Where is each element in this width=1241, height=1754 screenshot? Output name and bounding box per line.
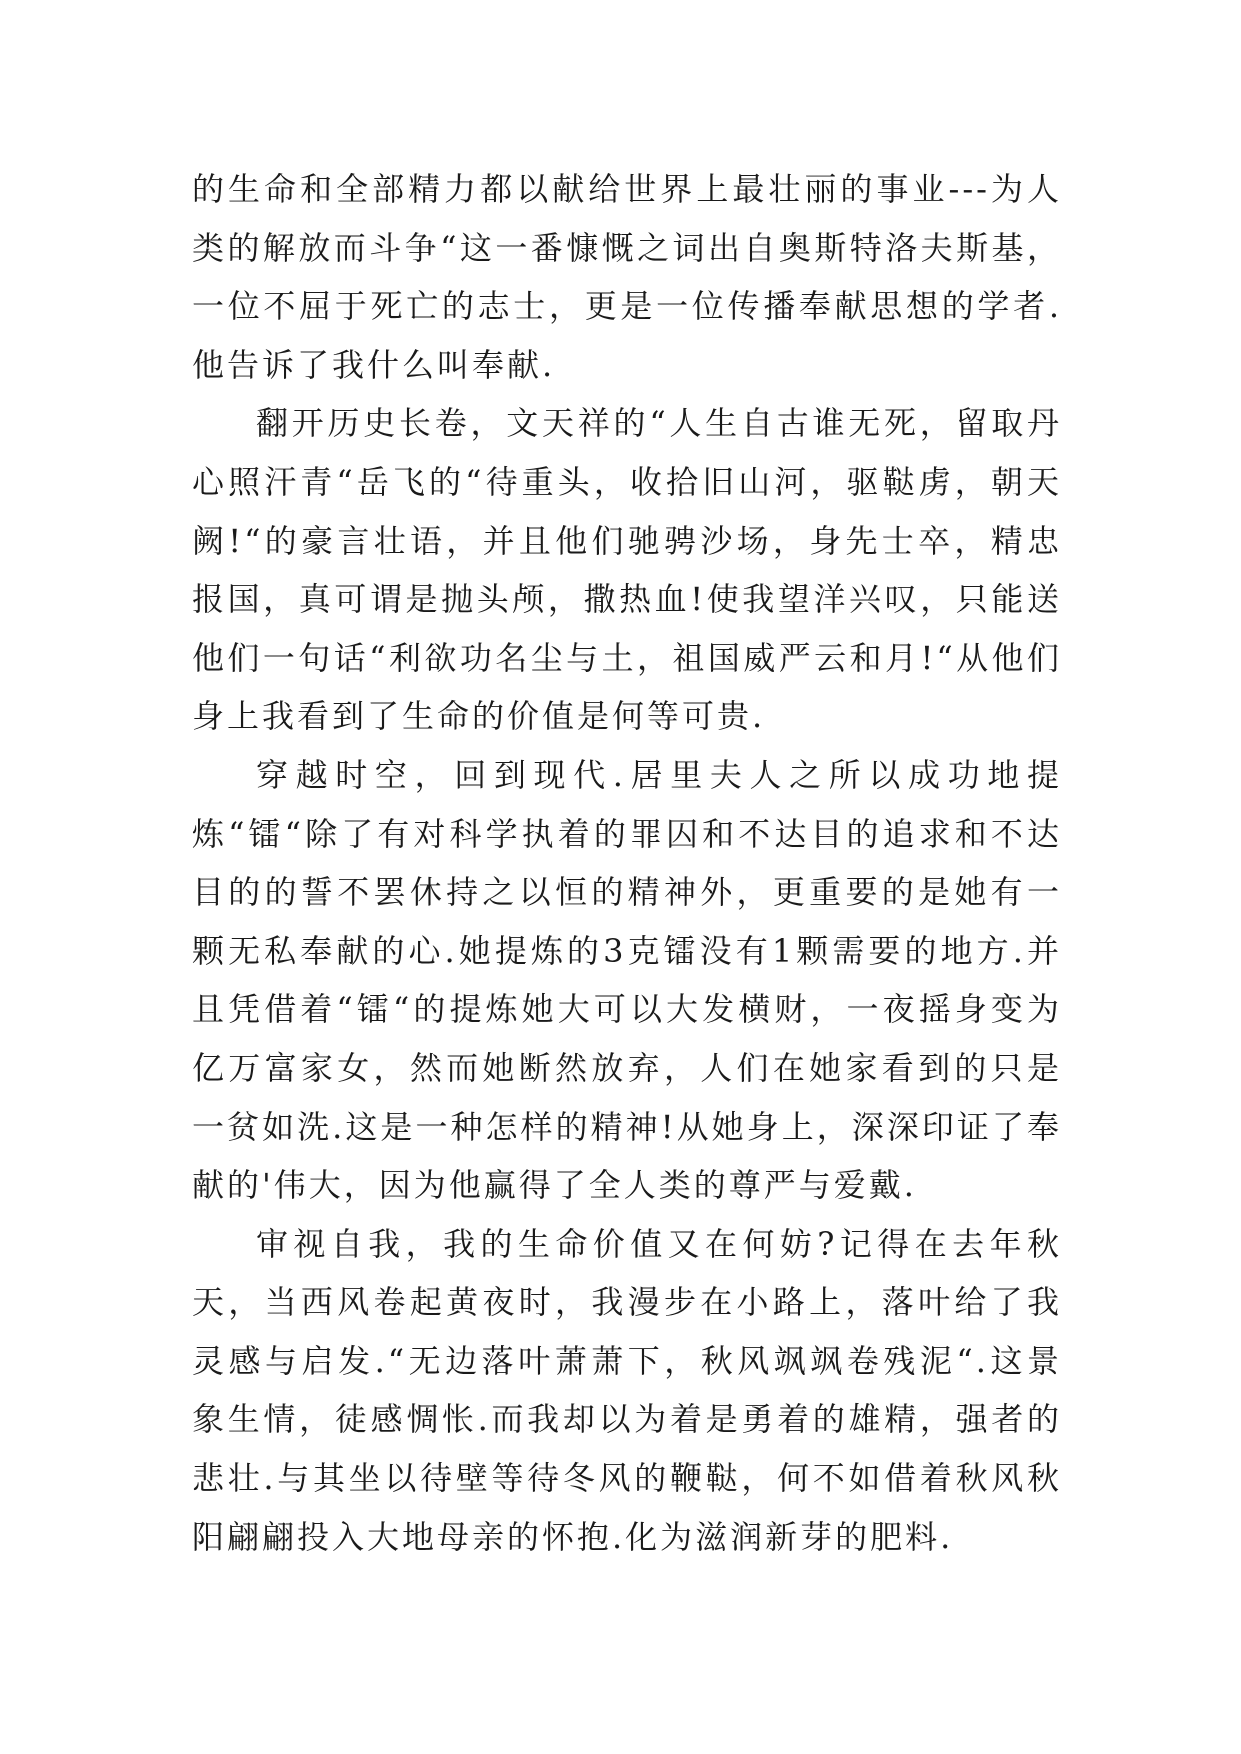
paragraph-continuation: 的生命和全部精力都以献给世界上最壮丽的事业---为人类的解放而斗争“这一番慷慨之词出自奥斯特洛夫斯基，一位不屈于死亡的志士，更是一位传播奉献思想的学者.他告诉了我什么叫奉献. <box>192 170 1062 384</box>
paragraph-curie: 穿越时空，回到现代.居里夫人之所以成功地提炼“镭“除了有对科学执着的罪囚和不达目的追求和不达目的的誓不罢休持之以恒的精神外，更重要的是她有一颗无私奉献的心.她提炼的3克镭没有1颗需要的地方.并且凭借着“镭“的提炼她大可以大发横财，一夜摇身变为亿万富家女，然而她断然放弃，人们在她家看到的只是一贫如洗.这是一种怎样的精神!从她身上，深深印证了奉献的'伟大，因为他赢得了全人类的尊严与爱戴. <box>192 755 1062 1205</box>
paragraph-history: 翻开历史长卷，文天祥的“人生自古谁无死，留取丹心照汗青“岳飞的“待重头，收拾旧山河，驱鞑虏，朝天阙!“的豪言壮语，并且他们驰骋沙场，身先士卒，精忠报国，真可谓是抛头颅，撒热血!使我望洋兴叹，只能送他们一句话“利欲功名尘与土，祖国威严云和月!“从他们身上我看到了生命的价值是何等可贵. <box>192 404 1062 736</box>
document-body <box>192 160 1062 1566</box>
paragraph-self-reflection: 审视自我，我的生命价值又在何妨?记得在去年秋天，当西风卷起黄夜时，我漫步在小路上，落叶给了我灵感与启发.“无边落叶萧萧下，秋风飒飒卷残泥“.这景象生情，徒感惆怅.而我却以为着是勇着的雄精，强者的悲壮.与其坐以待壁等待冬风的鞭鞑，何不如借着秋风秋阳翩翩投入大地母亲的怀抱.化为滋润新芽的肥料. <box>192 1224 1062 1556</box>
